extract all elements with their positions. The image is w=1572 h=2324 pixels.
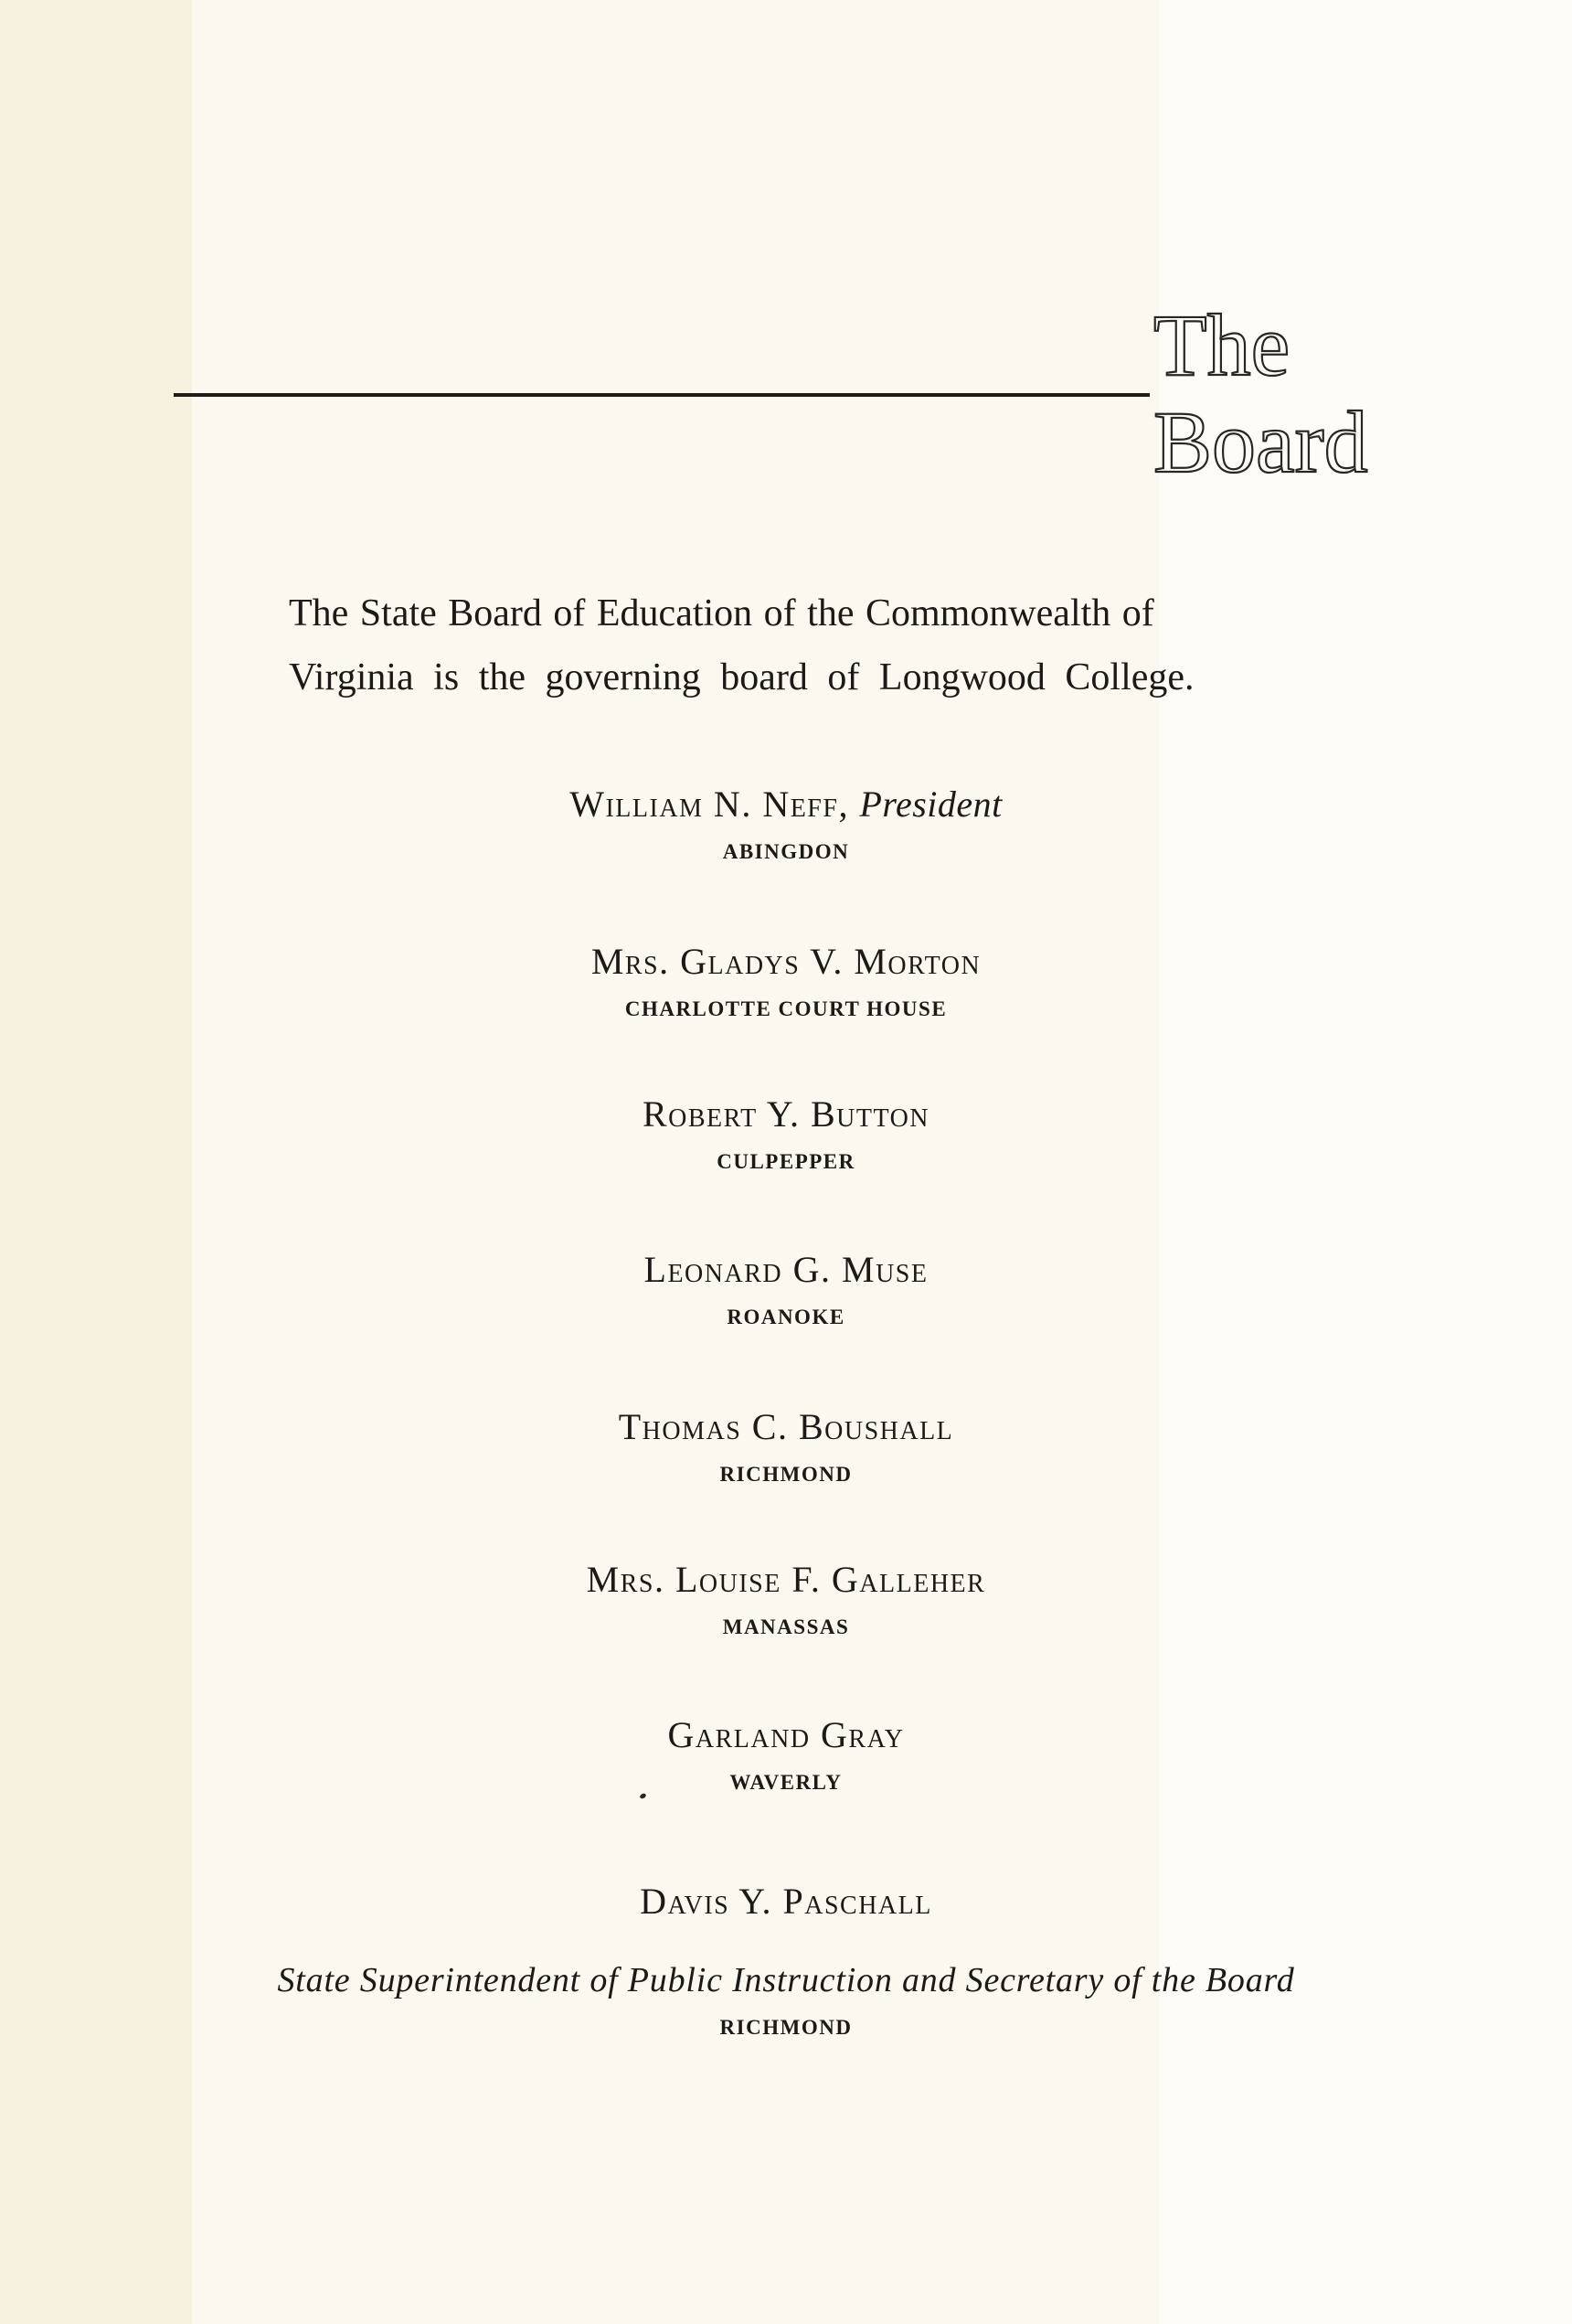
member-entry [0, 1713, 1572, 1796]
member-place: CHARLOTTE COURT HOUSE [624, 997, 948, 1020]
member-place: ROANOKE [727, 1306, 845, 1328]
member-place: WAVERLY [729, 1771, 843, 1794]
member-entry [0, 783, 1572, 865]
member-title: State Superintendent of Public Instruction and Secretary of the Board [277, 1961, 1295, 1999]
heading-rule [174, 393, 1150, 397]
intro-line-1: The State Board of Education of the Commonwealth of [289, 592, 1154, 634]
heading-board: Board [1153, 393, 1368, 491]
member-name: Thomas C. Boushall [618, 1406, 954, 1447]
member-name: William N. Neff, [569, 784, 849, 825]
member-role: President [859, 784, 1003, 825]
member-name: Mrs. Gladys V. Morton [590, 941, 982, 982]
member-name-line [0, 783, 1572, 826]
member-entry [0, 1248, 1572, 1330]
member-place: MANASSAS [722, 1615, 850, 1638]
member-entry [0, 1093, 1572, 1175]
member-entry [0, 1405, 1572, 1487]
member-place: RICHMOND [719, 1463, 853, 1486]
member-entry [0, 940, 1572, 1022]
member-name: Robert Y. Button [642, 1093, 930, 1135]
member-place: ABINGDON [722, 840, 850, 863]
intro-line-2: Virginia is the governing board of Longwood College. [289, 656, 1195, 698]
intro-paragraph [289, 581, 1258, 709]
member-name: Garland Gray [667, 1714, 905, 1755]
member-name: Davis Y. Paschall [640, 1881, 932, 1922]
member-place: CULPEPPER [717, 1150, 855, 1173]
member-place: RICHMOND [719, 2016, 853, 2039]
member-entry [0, 1880, 1572, 2041]
member-name: Leonard G. Muse [643, 1249, 929, 1290]
heading-the: The [1153, 296, 1291, 394]
member-entry [0, 1558, 1572, 1640]
member-name: Mrs. Louise F. Galleher [586, 1559, 986, 1600]
